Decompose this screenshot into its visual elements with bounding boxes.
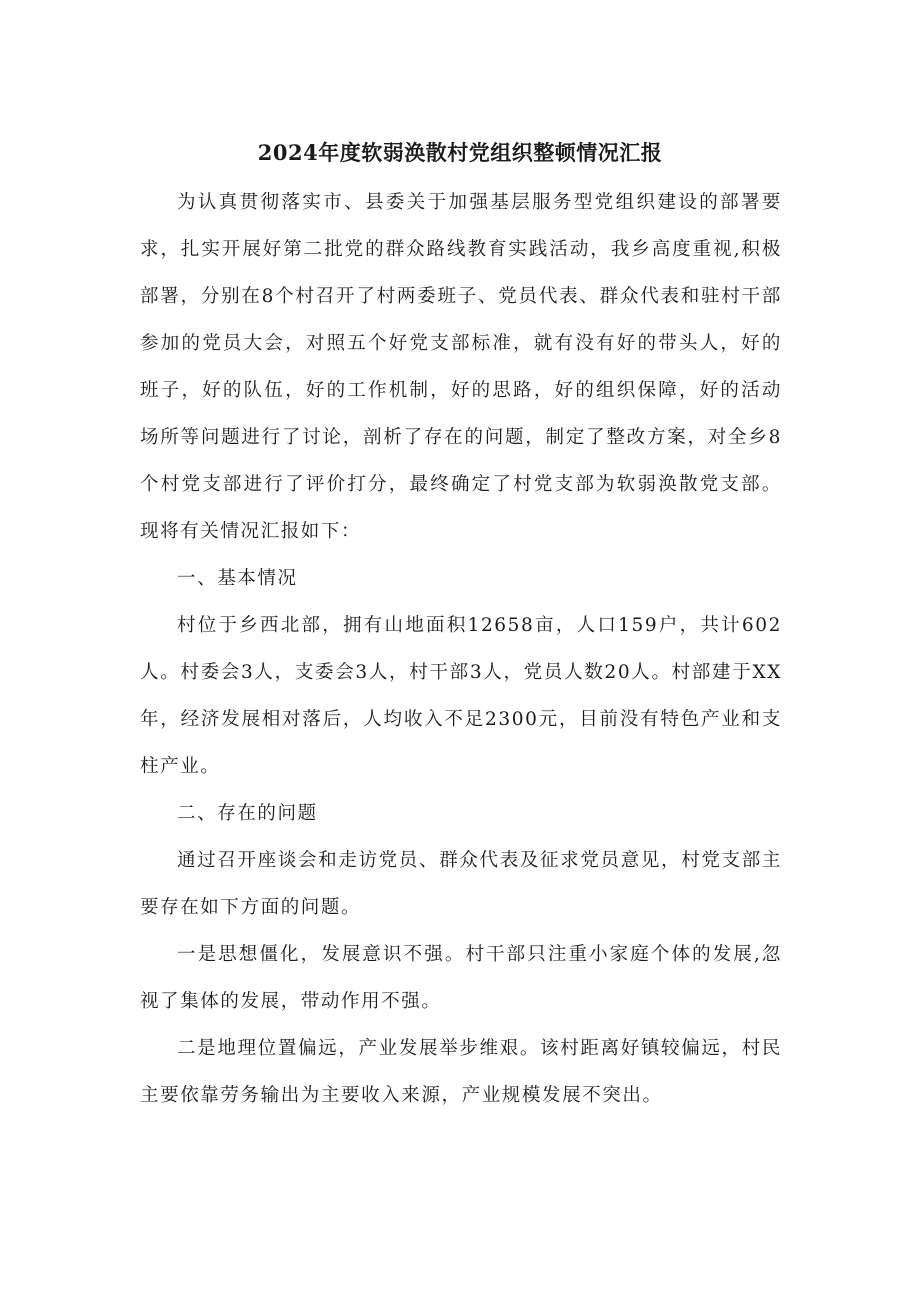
problem-one-paragraph: 一是思想僵化，发展意识不强。村干部只注重小家庭个体的发展,忽视了集体的发展，带动作用不强。 <box>140 944 782 1012</box>
basic-situation-paragraph: 村位于乡西北部，拥有山地面积12658亩，人口159户，共计602人。村委会3人，支委会3人，村干部3人，党员人数20人。村部建于XX年，经济发展相对落后，人均收入不足2300元，目前没有特色产业和支柱产业。 <box>140 615 782 777</box>
document-title: 2024年度软弱涣散村党组织整顿情况汇报 <box>257 140 663 165</box>
section-heading-existing-problems: 二、存在的问题 <box>177 803 318 824</box>
problems-intro-paragraph: 通过召开座谈会和走访党员、群众代表及征求党员意见，村党支部主要存在如下方面的问题。 <box>140 850 782 918</box>
intro-paragraph: 为认真贯彻落实市、县委关于加强基层服务型党组织建设的部署要求，扎实开展好第二批党的群众路线教育实践活动，我乡高度重视,积极部署，分别在8个村召开了村两委班子、党员代表、群众代表和驻村干部参加的党员大会，对照五个好党支部标准，就有没有好的带头人，好的班子，好的队伍，好的工作机制，好的思路，好的组织保障，好的活动场所等问题进行了讨论，剖析了存在的问题，制定了整改方案，对全乡8个村党支部进行了评价打分，最终确定了村党支部为软弱涣散党支部。现将有关情况汇报如下： <box>140 192 782 542</box>
document-body <box>140 179 782 1119</box>
section-heading-basic-situation: 一、基本情况 <box>177 568 298 589</box>
problem-two-paragraph: 二是地理位置偏远，产业发展举步维艰。该村距离好镇较偏远，村民主要依靠劳务输出为主要收入来源，产业规模发展不突出。 <box>140 1038 782 1106</box>
